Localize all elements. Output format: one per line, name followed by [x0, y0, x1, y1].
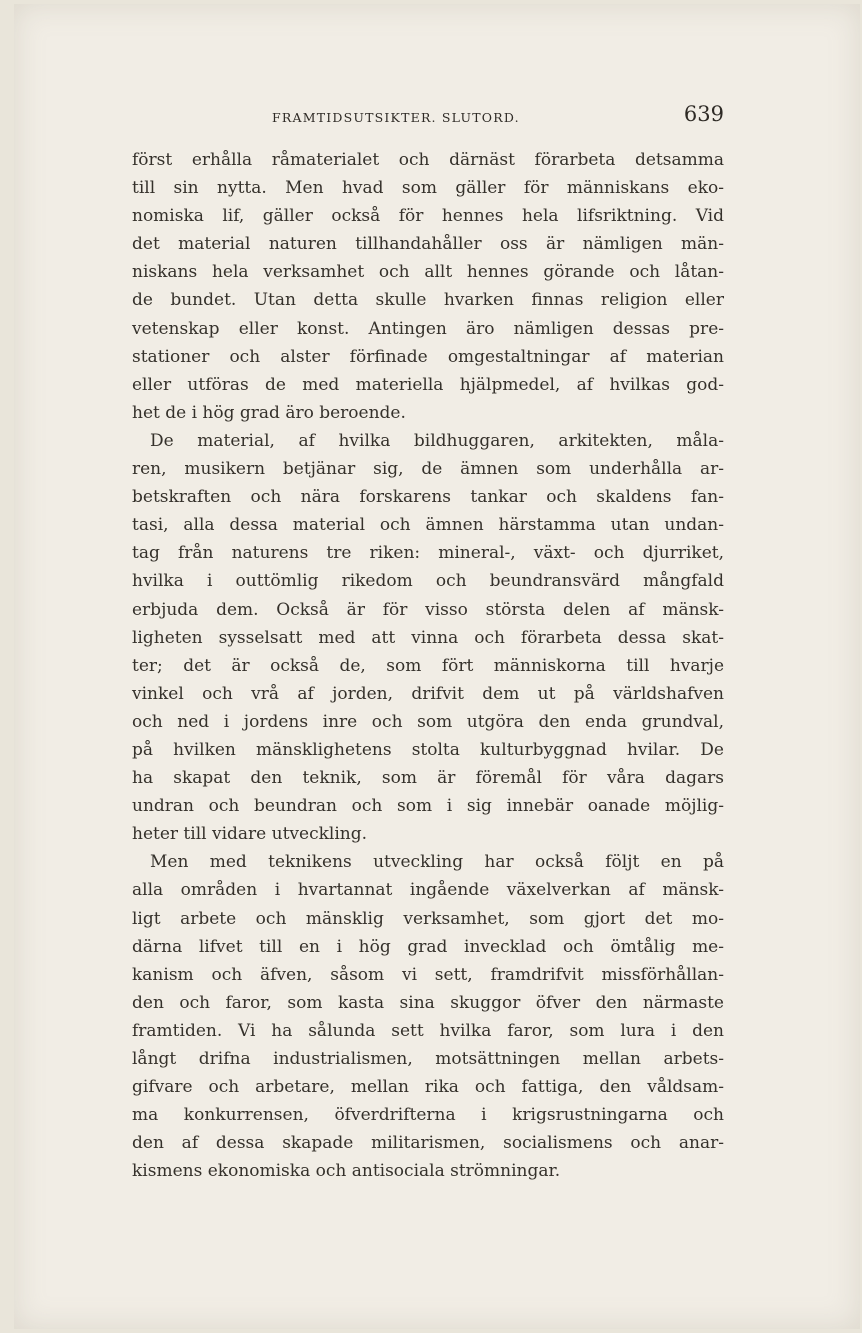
text-line: den och faror, som kasta sina skuggor öfver den närmaste	[132, 992, 724, 1013]
text-line: stationer och alster förfinade omgestaltningar af materian	[132, 346, 724, 367]
book-page	[14, 4, 860, 1329]
text-line: ren, musikern betjänar sig, de ämnen som underhålla ar-	[132, 459, 724, 480]
text-line: tasi, alla dessa material och ämnen härstamma utan undan-	[132, 515, 724, 536]
text-line: het de i hög grad äro beroende.	[132, 402, 406, 423]
text-line: först erhålla råmaterialet och därnäst förarbeta detsamma	[132, 150, 724, 170]
text-line: därna lifvet till en i hög grad invecklad och ömtålig me-	[132, 936, 724, 957]
text-line: ligheten sysselsatt med att vinna och förarbeta dessa skat-	[132, 627, 724, 648]
text-line: betskraften och nära forskarens tankar och skaldens fan-	[132, 487, 724, 508]
paragraph	[132, 146, 724, 427]
text-line: heter till vidare utveckling.	[132, 824, 368, 845]
text-line: tag från naturens tre riken: mineral-, växt- och djurriket,	[132, 543, 724, 564]
text-line: långt drifna industrialismen, motsättningen mellan arbets-	[132, 1049, 724, 1069]
text-line: framtiden. Vi ha sålunda sett hvilka faror, som lura i den	[132, 1020, 724, 1041]
running-head: FRAMTIDSUTSIKTER. SLUTORD.	[272, 110, 520, 125]
text-line: det material naturen tillhandahåller oss är nämligen män-	[132, 234, 724, 255]
text-line: alla områden i hvartannat ingående växelverkan af mänsk-	[132, 880, 724, 901]
text-line: De material, af hvilka bildhuggaren, arkitekten, måla-	[150, 430, 724, 451]
text-line: vinkel och vrå af jorden, drifvit dem ut på världshafven	[132, 683, 724, 704]
text-line: kanism och äfven, såsom vi sett, framdrifvit missförhållan-	[132, 964, 724, 985]
text-line: de bundet. Utan detta skulle hvarken finnas religion eller	[132, 290, 724, 311]
text-line: och ned i jordens inre och som utgöra den enda grundval,	[132, 711, 724, 732]
text-line: kismens ekonomiska och antisociala strömningar.	[132, 1161, 561, 1182]
text-line: niskans hela verksamhet och allt hennes görande och låtan-	[132, 262, 724, 283]
text-line: ter; det är också de, som fört människorna till hvarje	[132, 655, 724, 676]
text-line: ma konkurrensen, öfverdrifterna i krigsrustningarna och	[132, 1105, 724, 1126]
text-line: på hvilken mänsklighetens stolta kulturbyggnad hvilar. De	[132, 739, 724, 760]
text-line: till sin nytta. Men hvad som gäller för människans eko-	[132, 178, 724, 199]
paragraph	[132, 848, 724, 1185]
text-line: erbjuda dem. Också är för visso största delen af mänsk-	[132, 599, 724, 620]
text-line: ligt arbete och mänsklig verksamhet, som gjort det mo-	[132, 908, 724, 929]
paragraph	[132, 427, 724, 848]
page-header	[132, 104, 724, 134]
text-line: hvilka i outtömlig rikedom och beundransvärd mångfald	[132, 571, 724, 592]
text-line: gifvare och arbetare, mellan rika och fattiga, den våldsam-	[132, 1077, 724, 1098]
page-number: 639	[683, 102, 724, 126]
text-line: undran och beundran och som i sig innebär oanade möjlig-	[132, 796, 724, 817]
text-line: vetenskap eller konst. Antingen äro nämligen dessas pre-	[132, 318, 724, 339]
text-line: Men med teknikens utveckling har också följt en på	[150, 852, 724, 873]
body-text	[132, 146, 724, 1185]
text-line: eller utföras de med materiella hjälpmedel, af hvilkas god-	[132, 374, 724, 395]
text-line: ha skapat den teknik, som är föremål för våra dagars	[132, 768, 724, 789]
text-line: den af dessa skapade militarismen, socialismens och anar-	[132, 1133, 724, 1154]
text-line: nomiska lif, gäller också för hennes hela lifsriktning. Vid	[132, 206, 724, 227]
